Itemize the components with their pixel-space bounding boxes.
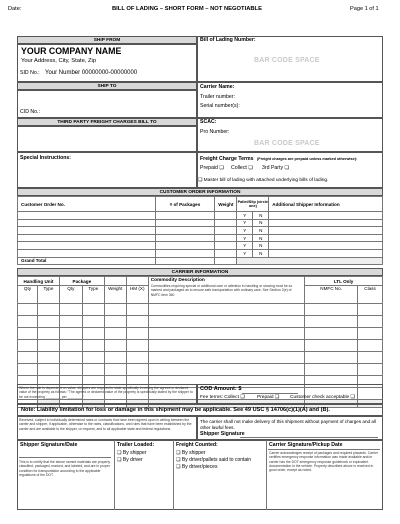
- divider: [114, 440, 115, 510]
- serial-number-label: Serial number(s):: [200, 103, 240, 109]
- yes-option[interactable]: Y: [237, 242, 253, 250]
- carrier-row[interactable]: [18, 316, 383, 328]
- order-row[interactable]: [18, 234, 383, 242]
- trailer-loaded-label: Trailer Loaded:: [117, 442, 155, 448]
- third-party-checkbox[interactable]: 3rd Party ❏: [262, 165, 290, 171]
- trailer-number-label: Trailer number:: [200, 94, 235, 100]
- fee-terms-prepaid[interactable]: Prepaid ❏: [257, 395, 280, 400]
- no-option[interactable]: N: [253, 212, 269, 220]
- prepaid-checkbox[interactable]: Prepaid ❏: [200, 165, 224, 171]
- pkg-qty-header: Qty: [59, 286, 82, 304]
- order-row[interactable]: [18, 227, 383, 235]
- trailer-loaded-by-driver[interactable]: ❏ By driver: [117, 457, 143, 463]
- third-party-box: [17, 126, 197, 152]
- col-packages: # of Packages: [155, 197, 215, 212]
- hu-type-header: Type: [37, 286, 59, 304]
- order-row[interactable]: [18, 219, 383, 227]
- carrier-info-heading: CARRIER INFORMATION: [17, 268, 383, 276]
- commodity-note: Commodities requiring special or additional care or attention in handling or stowing must be so marked and packaged as to ensure safe transportation with ordinary care. See Section 2(e) of NMFC item 360: [150, 284, 293, 297]
- received-note: Received, subject to individually determined rates or contracts that have been agreed upon in writing between the carrier and shipper, if applicable, otherwise to the rates, classifications, and rules that have been established by the carrier and are available to the shipper, on request, and to all applicable state and federal regulations.: [19, 418, 192, 431]
- shipper-signature-date-label: Shipper Signature/Date: [20, 442, 78, 448]
- carrier-row[interactable]: [18, 328, 383, 340]
- third-party-heading: THIRD PARTY FREIGHT CHARGES BILL TO: [17, 118, 197, 126]
- liability-note: Note: Liability limitation for loss or damage in this shipment may be applicable. See 49 USC § 14706(c)(1)(A) and (B).: [21, 406, 330, 413]
- package-header: Package: [59, 277, 104, 286]
- carrier-row[interactable]: [18, 364, 383, 376]
- carrier-signature-line[interactable]: [268, 449, 380, 450]
- freight-terms-label: Freight Charge Terms: [200, 156, 254, 162]
- date-label: Date:: [8, 6, 22, 12]
- grand-total-label: Grand Total: [18, 257, 156, 265]
- hu-qty-header: Qty: [18, 286, 38, 304]
- scac-label: SCAC:: [200, 119, 217, 125]
- yes-option[interactable]: Y: [237, 234, 253, 242]
- pkg-type-header: Type: [82, 286, 104, 304]
- divider: [173, 440, 174, 510]
- ship-from-heading: SHIP FROM: [17, 36, 197, 44]
- order-row[interactable]: [18, 249, 383, 257]
- pro-number-label: Pro Number:: [200, 129, 230, 135]
- carrier-signature-label: Carrier Signature/Pickup Date: [269, 442, 343, 448]
- value-note: Where the rate is dependent on value, shippers are required to state specifically in writing the agreed or declared value of the property as follows: "The agreed or declared value of the property is specifically stated by the shipper to be not exceeding ________ per ________": [19, 386, 193, 399]
- customer-check-acceptable[interactable]: Customer check acceptable ❏: [290, 395, 355, 400]
- carrier-certification: Carrier acknowledges receipt of packages and required placards. Carrier certifies emergency response information was made available and/or carrier has the DOT emergency response guidebook or equivalent documentation in the vehicle. Property described above is received in good order, except as noted.: [269, 451, 379, 472]
- yes-option[interactable]: Y: [237, 227, 253, 235]
- commodity-header: Commodity Description: [150, 278, 205, 283]
- yes-option[interactable]: Y: [237, 249, 253, 257]
- no-option[interactable]: N: [253, 219, 269, 227]
- no-option[interactable]: N: [253, 234, 269, 242]
- col-additional-info: Additional Shipper Information: [269, 197, 383, 212]
- freight-counted-pallets[interactable]: ❏ By driver/pallets said to contain: [176, 457, 252, 463]
- weight-header: Weight: [104, 286, 126, 304]
- special-instructions-label: Special Instructions:: [20, 155, 72, 161]
- shipper-signature-date-line[interactable]: [19, 457, 111, 458]
- page-number: Page 1 of 1: [350, 6, 379, 12]
- divider: [266, 440, 267, 510]
- ltl-only-header: LTL Only: [305, 277, 383, 286]
- bol-number-label: Bill of Lading Number:: [200, 37, 256, 43]
- ship-to-heading: SHIP TO: [17, 82, 197, 90]
- cod-amount-line[interactable]: [242, 393, 298, 394]
- handling-unit-header: Handling Unit: [18, 277, 60, 286]
- order-row[interactable]: [18, 242, 383, 250]
- fee-terms-collect[interactable]: Fee terms: Collect ❏: [200, 395, 245, 400]
- hm-header: HM (X): [126, 286, 148, 304]
- master-bol-checkbox[interactable]: ❏ Master bill of lading with attached underlying bills of lading.: [198, 178, 329, 183]
- shipper-certification: This is to certify that the above named materials are properly classified, packaged, marked, and labeled, and are in proper condition for transportation according to the applicable regulations of the DOT.: [19, 460, 111, 477]
- collect-checkbox[interactable]: Collect ❏: [231, 165, 253, 171]
- bar-code-space-2: BAR CODE SPACE: [254, 140, 320, 147]
- shipper-signature-label: Shipper Signature: [200, 431, 245, 437]
- yes-option[interactable]: Y: [237, 219, 253, 227]
- delivery-note: The carrier shall not make delivery of this shipment without payment of charges and all other lawful fees.: [200, 419, 376, 430]
- no-option[interactable]: N: [253, 249, 269, 257]
- carrier-row[interactable]: [18, 352, 383, 364]
- sid-value: Your Number 00000000-00000000: [45, 70, 138, 76]
- order-row[interactable]: [18, 212, 383, 220]
- customer-order-heading: CUSTOMER ORDER INFORMATION: [17, 188, 383, 196]
- carrier-row[interactable]: [18, 304, 383, 316]
- company-name: YOUR COMPANY NAME: [21, 46, 122, 56]
- no-option[interactable]: N: [253, 242, 269, 250]
- shipper-signature-line[interactable]: [240, 437, 378, 438]
- carrier-row[interactable]: [18, 340, 383, 352]
- freight-counted-by-shipper[interactable]: ❏ By shipper: [176, 450, 206, 456]
- customer-order-table: [17, 196, 383, 265]
- ship-to-box: [17, 90, 197, 118]
- cod-amount-label: COD Amount: $: [200, 386, 242, 392]
- col-customer-order: Customer Order No.: [18, 197, 156, 212]
- col-weight: Weight: [215, 197, 237, 212]
- document-title: BILL OF LADING – SHORT FORM – NOT NEGOTIABLE: [112, 6, 262, 12]
- company-address: Your Address, City, State, Zip: [21, 58, 97, 64]
- bar-code-space-1: BAR CODE SPACE: [254, 57, 320, 64]
- carrier-name-label: Carrier Name:: [200, 84, 235, 90]
- class-header: Class: [358, 286, 383, 304]
- freight-counted-pieces[interactable]: ❏ By driver/pieces: [176, 464, 218, 470]
- no-option[interactable]: N: [253, 227, 269, 235]
- grand-total-row: [18, 257, 383, 265]
- freight-counted-label: Freight Counted:: [176, 442, 218, 448]
- nmfc-header: NMFC No.: [305, 286, 358, 304]
- col-pallet-slip: Pallet/Slip (circle one): [237, 197, 269, 212]
- yes-option[interactable]: Y: [237, 212, 253, 220]
- cid-label: CID No.:: [20, 109, 40, 115]
- freight-terms-note: (Freight charges are prepaid unless marked otherwise):: [257, 156, 358, 161]
- trailer-loaded-by-shipper[interactable]: ❏ By shipper: [117, 450, 147, 456]
- sid-label: SID No.:: [20, 70, 40, 76]
